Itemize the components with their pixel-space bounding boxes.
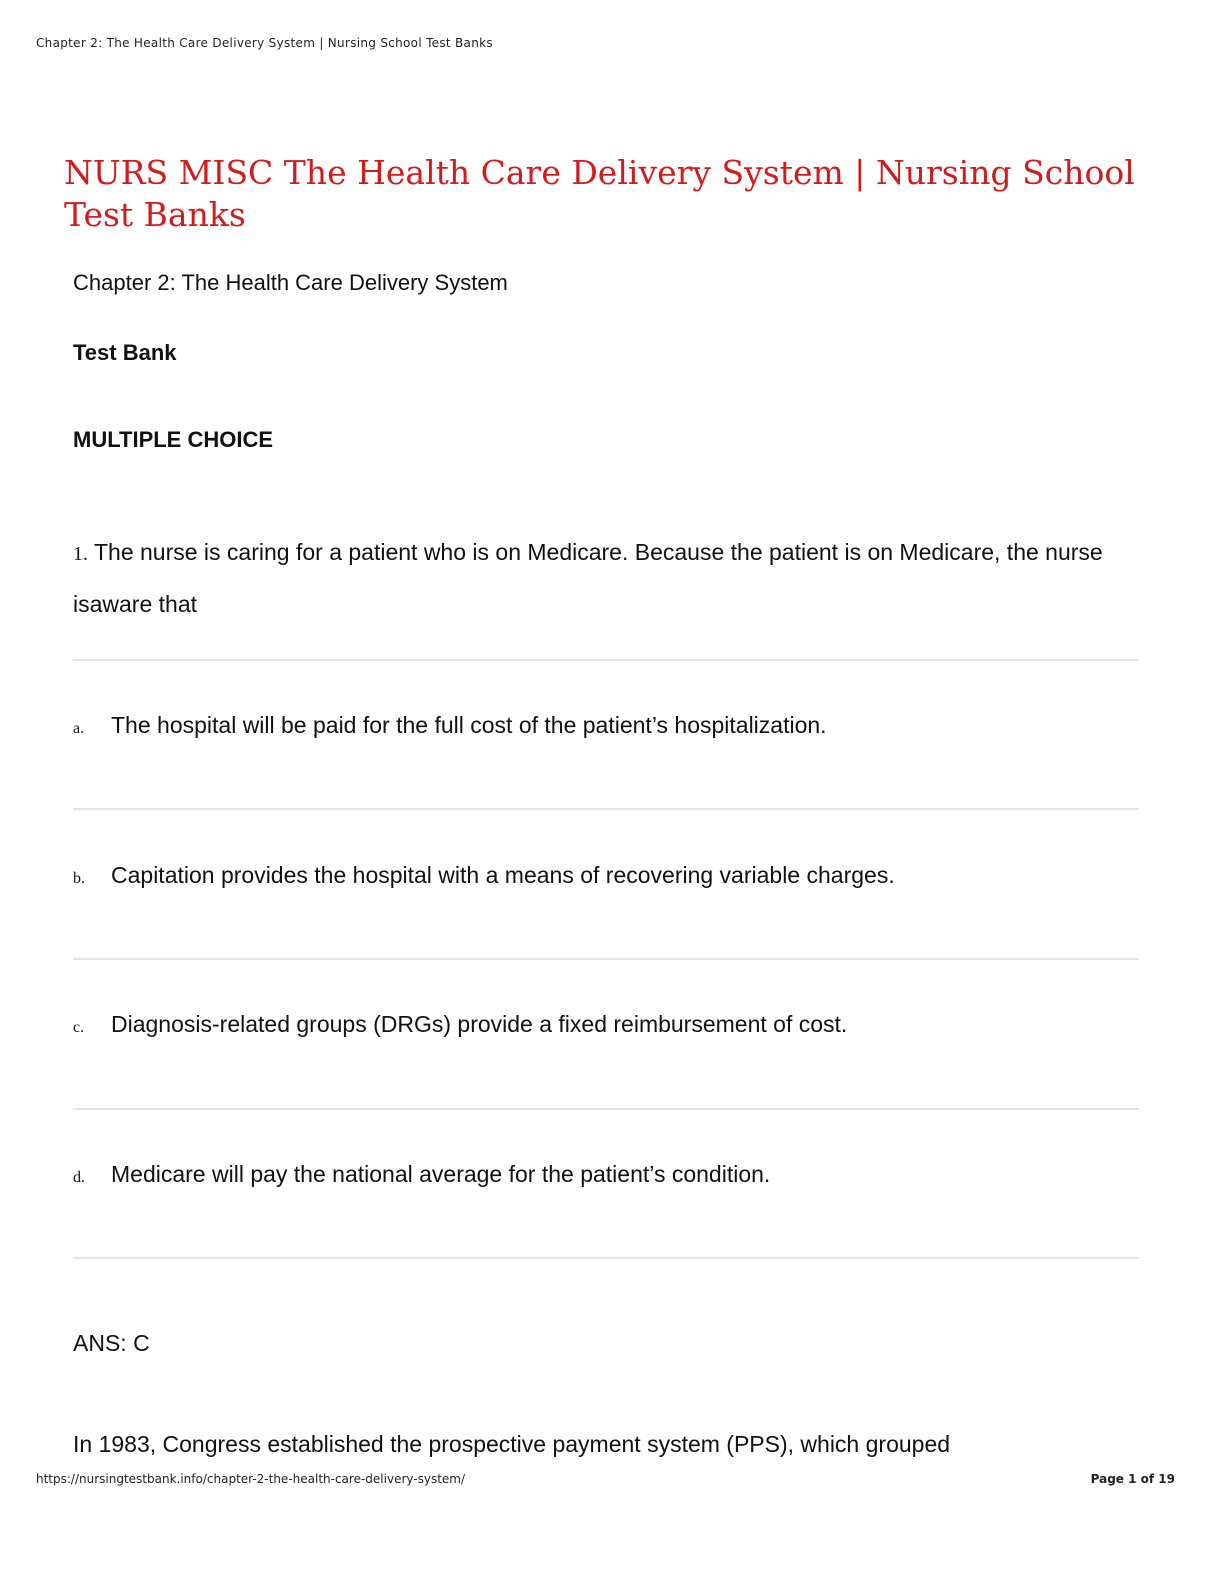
divider bbox=[73, 1257, 1139, 1259]
question-text: The nurse is caring for a patient who is on Medicare. Because the patient is on Medicare, the nurse isaware that bbox=[73, 539, 1103, 617]
chapter-title: Chapter 2: The Health Care Delivery System bbox=[73, 270, 508, 295]
divider bbox=[73, 659, 1139, 661]
option-letter: b. bbox=[73, 870, 85, 887]
divider bbox=[73, 1108, 1139, 1110]
running-header: Chapter 2: The Health Care Delivery System | Nursing School Test Banks bbox=[36, 36, 493, 50]
page-number: Page 1 of 19 bbox=[1090, 1472, 1175, 1486]
option-text: Medicare will pay the national average for the patient’s condition. bbox=[111, 1161, 771, 1187]
option-text: Capitation provides the hospital with a means of recovering variable charges. bbox=[111, 862, 895, 888]
option-c bbox=[73, 1011, 1139, 1038]
option-text: The hospital will be paid for the full cost of the patient’s hospitalization. bbox=[111, 712, 827, 738]
option-letter: a. bbox=[73, 720, 85, 737]
option-d bbox=[73, 1161, 1139, 1188]
divider bbox=[73, 958, 1139, 960]
option-letter: c. bbox=[73, 1019, 85, 1036]
test-bank-label: Test Bank bbox=[73, 340, 177, 365]
divider bbox=[73, 808, 1139, 810]
answer-key: ANS: C bbox=[73, 1330, 150, 1356]
question-stem bbox=[73, 527, 1139, 629]
option-text: Diagnosis-related groups (DRGs) provide a fixed reimbursement of cost. bbox=[111, 1011, 848, 1037]
page-title: NURS MISC The Health Care Delivery System | Nursing School Test Banks bbox=[64, 153, 1135, 234]
footer-url: https://nursingtestbank.info/chapter-2-the-health-care-delivery-system/ bbox=[36, 1472, 466, 1486]
option-letter: d. bbox=[73, 1169, 85, 1186]
section-heading: MULTIPLE CHOICE bbox=[73, 427, 274, 452]
option-b bbox=[73, 862, 1139, 889]
rationale-text: In 1983, Congress established the prospective payment system (PPS), which grouped bbox=[73, 1431, 951, 1457]
question-number: 1. bbox=[73, 543, 88, 565]
option-a bbox=[73, 712, 1139, 739]
